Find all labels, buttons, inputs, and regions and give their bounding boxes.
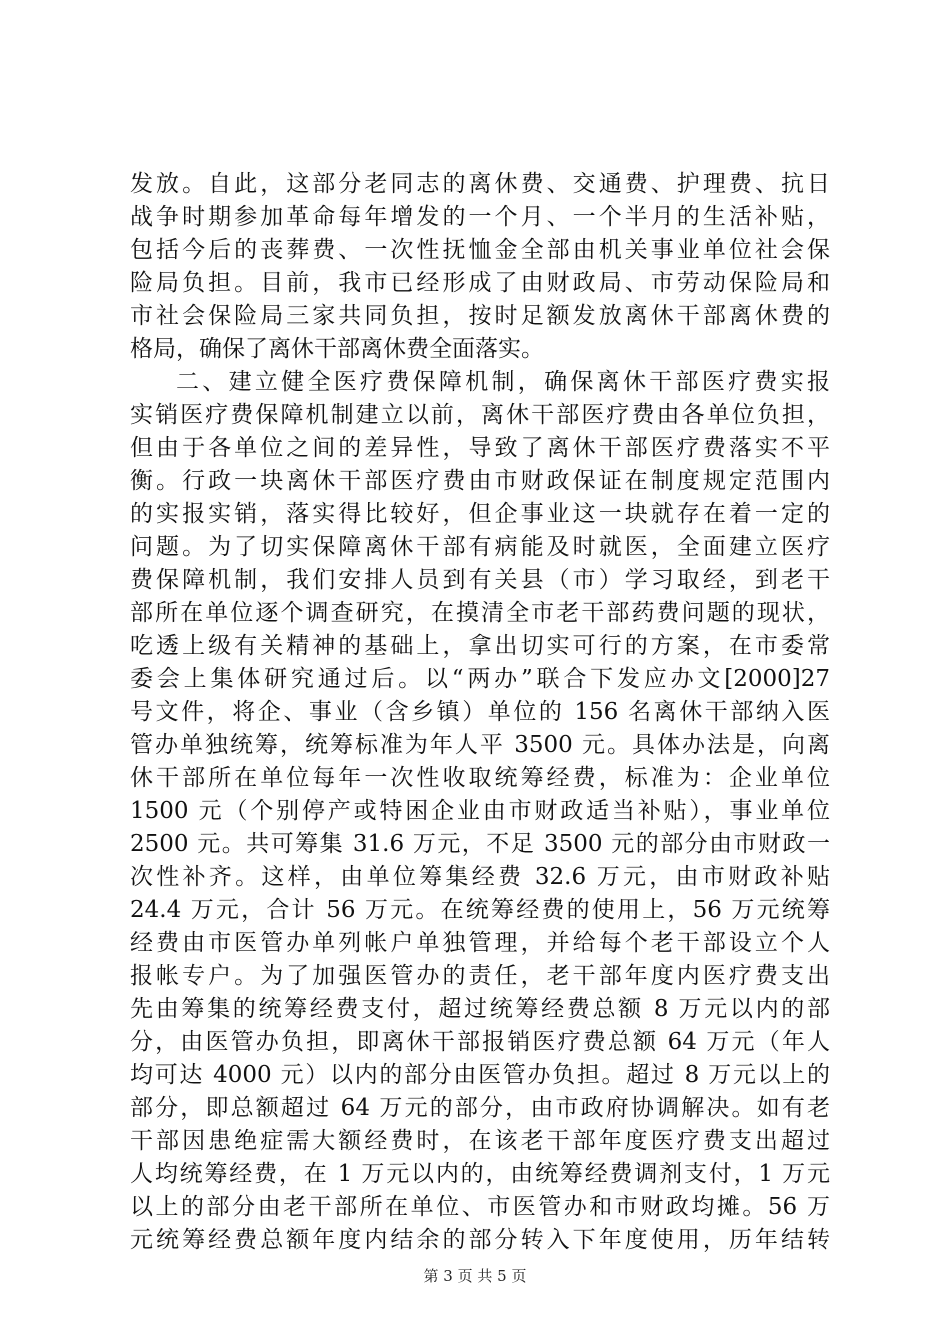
- text-line: 均可达 4000 元）以内的部分由医管办负担。超过 8 万元以上的: [130, 1062, 830, 1088]
- text-line: 战争时期参加革命每年增发的一个月、一个半月的生活补贴，: [130, 204, 830, 230]
- text-line: 经费由市医管办单列帐户单独管理，并给每个老干部设立个人: [130, 930, 830, 956]
- text-line: 元统筹经费总额年度内结余的部分转入下年度使用，历年结转: [130, 1227, 830, 1253]
- text-line: 的实报实销，落实得比较好，但企事业这一块就存在着一定的: [130, 501, 830, 527]
- text-line: 干部因患绝症需大额经费时，在该老干部年度医疗费支出超过: [130, 1128, 830, 1154]
- text-line: 以上的部分由老干部所在单位、市医管办和市财政均摊。56 万: [130, 1194, 830, 1220]
- text-line: 包括今后的丧葬费、一次性抚恤金全部由机关事业单位社会保: [130, 237, 830, 263]
- section-heading-line: 二、建立健全医疗费保障机制，确保离休干部医疗费实报: [176, 369, 830, 395]
- text-line: 人均统筹经费，在 1 万元以内的，由统筹经费调剂支付，1 万元: [130, 1161, 830, 1187]
- page-number-footer: 第 3 页 共 5 页: [423, 1267, 527, 1285]
- text-line: 次性补齐。这样，由单位筹集经费 32.6 万元，由市财政补贴: [130, 864, 830, 890]
- text-line: 衡。行政一块离休干部医疗费由市财政保证在制度规定范围内: [130, 468, 830, 494]
- text-line: 2500 元。共可筹集 31.6 万元，不足 3500 元的部分由市财政一: [130, 831, 830, 857]
- text-line: 费保障机制，我们安排人员到有关县（市）学习取经，到老干: [130, 567, 830, 593]
- text-line: 1500 元（个别停产或特困企业由市财政适当补贴），事业单位: [130, 798, 830, 824]
- text-line: 吃透上级有关精神的基础上，拿出切实可行的方案，在市委常: [130, 633, 830, 659]
- text-line: 问题。为了切实保障离休干部有病能及时就医，全面建立医疗: [130, 534, 830, 560]
- text-line: 但由于各单位之间的差异性，导致了离休干部医疗费落实不平: [130, 435, 830, 461]
- text-line: 先由筹集的统筹经费支付，超过统筹经费总额 8 万元以内的部: [130, 996, 830, 1022]
- text-line: 委会上集体研究通过后。以“两办”联合下发应办文[2000]27: [130, 666, 830, 692]
- text-line: 市社会保险局三家共同负担，按时足额发放离休干部离休费的: [130, 303, 830, 329]
- text-line: 格局，确保了离休干部离休费全面落实。: [130, 336, 544, 362]
- text-line: 发放。自此，这部分老同志的离休费、交通费、护理费、抗日: [130, 171, 830, 197]
- text-line: 休干部所在单位每年一次性收取统筹经费，标准为：企业单位: [130, 765, 830, 791]
- text-line: 24.4 万元，合计 56 万元。在统筹经费的使用上，56 万元统筹: [130, 897, 830, 923]
- text-line: 部所在单位逐个调查研究，在摸清全市老干部药费问题的现状，: [130, 600, 830, 626]
- text-line: 管办单独统筹，统筹标准为年人平 3500 元。具体办法是，向离: [130, 732, 830, 758]
- text-line: 号文件，将企、事业（含乡镇）单位的 156 名离休干部纳入医: [130, 699, 830, 725]
- text-line: 分，由医管办负担，即离休干部报销医疗费总额 64 万元（年人: [130, 1029, 830, 1055]
- text-line: 报帐专户。为了加强医管办的责任，老干部年度内医疗费支出: [130, 963, 830, 989]
- text-line: 实销医疗费保障机制建立以前，离休干部医疗费由各单位负担，: [130, 402, 830, 428]
- document-body: [130, 168, 830, 1257]
- text-line: 险局负担。目前，我市已经形成了由财政局、市劳动保险局和: [130, 270, 830, 296]
- text-line: 部分，即总额超过 64 万元的部分，由市政府协调解决。如有老: [130, 1095, 830, 1121]
